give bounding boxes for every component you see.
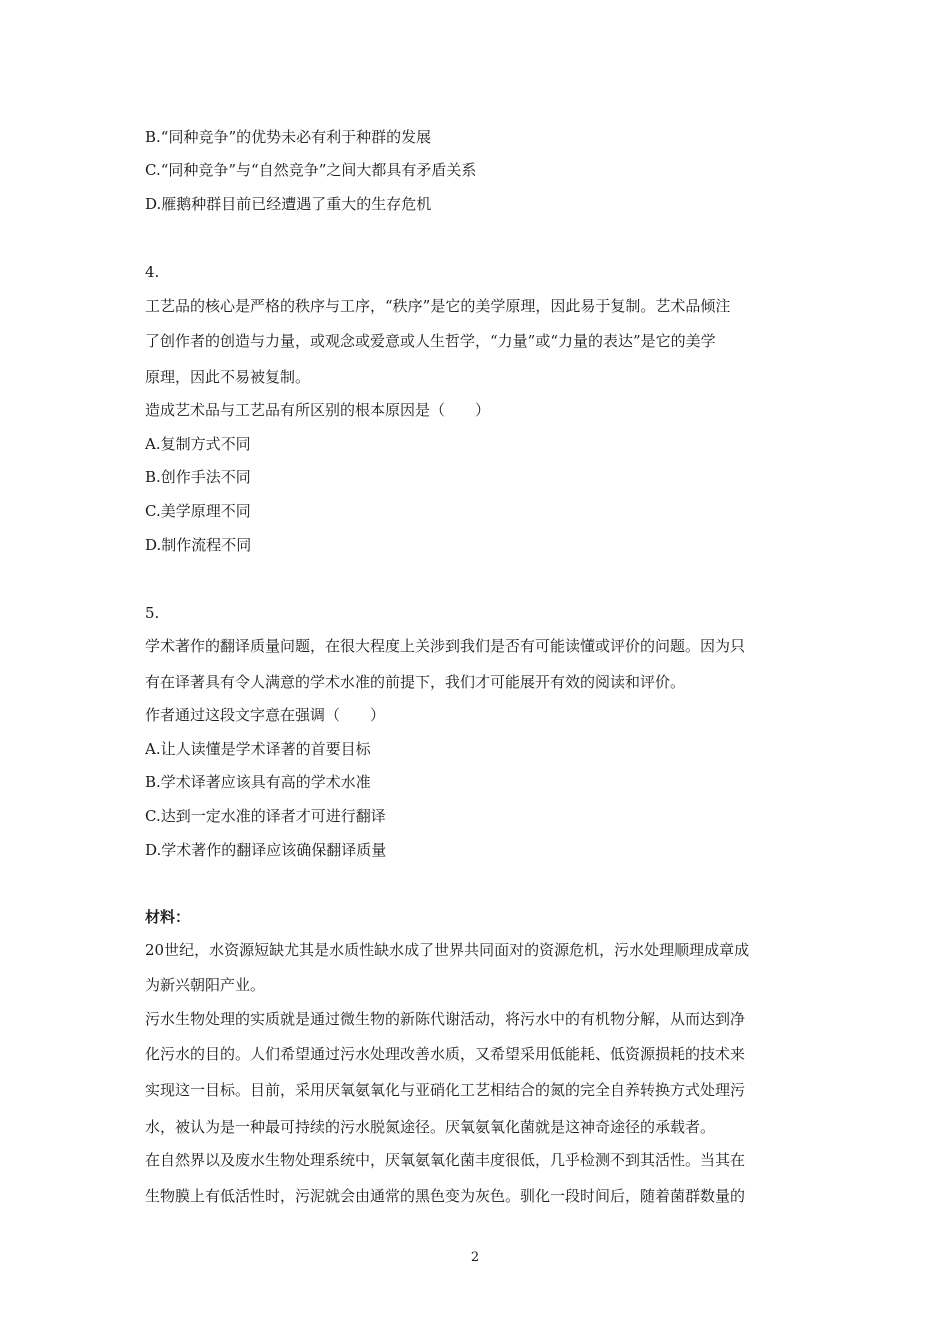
q5-option-d: D.学术著作的翻译应该确保翻译质量 bbox=[145, 841, 387, 859]
q3-option-c: C.“同种竞争”与“自然竞争”之间大都具有矛盾关系 bbox=[145, 161, 477, 179]
q3-option-d: D.雁鹅种群目前已经遭遇了重大的生存危机 bbox=[145, 195, 432, 213]
q5-number: 5. bbox=[145, 604, 160, 622]
q4-passage-line: 工艺品的核心是严格的秩序与工序，“秩序”是它的美学原理，因此易于复制。艺术品倾注 bbox=[145, 297, 731, 315]
q3-option-b: B.“同种竞争”的优势未必有利于种群的发展 bbox=[145, 128, 432, 146]
q4-passage-line: 了创作者的创造与力量，或观念或爱意或人生哲学，“力量”或“力量的表达”是它的美学 bbox=[145, 332, 716, 350]
q4-option-a: A.复制方式不同 bbox=[145, 435, 251, 453]
material-line: 实现这一目标。目前，采用厌氧氨氧化与亚硝化工艺相结合的氮的完全自养转换方式处理污 bbox=[145, 1081, 746, 1099]
q4-option-b: B.创作手法不同 bbox=[145, 468, 251, 486]
q5-option-a: A.让人读懂是学术译著的首要目标 bbox=[145, 740, 371, 758]
q5-option-b: B.学术译著应该具有高的学术水准 bbox=[145, 773, 371, 791]
q4-passage-line: 原理，因此不易被复制。 bbox=[145, 368, 311, 386]
q5-passage-line: 学术著作的翻译质量问题，在很大程度上关涉到我们是否有可能读懂或评价的问题。因为只 bbox=[145, 637, 746, 655]
material-line: 在自然界以及废水生物处理系统中，厌氧氨氧化菌丰度很低，几乎检测不到其活性。当其在 bbox=[145, 1151, 746, 1169]
material-line: 水，被认为是一种最可持续的污水脱氮途径。厌氧氨氧化菌就是这神奇途径的承载者。 bbox=[145, 1118, 716, 1136]
material-line: 20世纪，水资源短缺尤其是水质性缺水成了世界共同面对的资源危机，污水处理顺理成章成 bbox=[145, 941, 750, 959]
q5-option-c: C.达到一定水准的译者才可进行翻译 bbox=[145, 807, 386, 825]
material-heading: 材料： bbox=[145, 908, 191, 926]
page-number: 2 bbox=[470, 1250, 480, 1265]
material-line: 化污水的目的。人们希望通过污水处理改善水质，又希望采用低能耗、低资源损耗的技术来 bbox=[145, 1045, 746, 1063]
q4-option-d: D.制作流程不同 bbox=[145, 536, 252, 554]
q4-question: 造成艺术品与工艺品有所区别的根本原因是（ ） bbox=[145, 401, 491, 419]
material-line: 为新兴朝阳产业。 bbox=[145, 976, 266, 994]
q4-number: 4. bbox=[145, 263, 160, 281]
material-line: 污水生物处理的实质就是通过微生物的新陈代谢活动，将污水中的有机物分解，从而达到净 bbox=[145, 1010, 746, 1028]
material-line: 生物膜上有低活性时，污泥就会由通常的黑色变为灰色。驯化一段时间后，随着菌群数量的 bbox=[145, 1187, 746, 1205]
q5-passage-line: 有在译著具有令人满意的学术水准的前提下，我们才可能展开有效的阅读和评价。 bbox=[145, 673, 686, 691]
q4-option-c: C.美学原理不同 bbox=[145, 502, 251, 520]
q5-question: 作者通过这段文字意在强调（ ） bbox=[145, 706, 386, 724]
